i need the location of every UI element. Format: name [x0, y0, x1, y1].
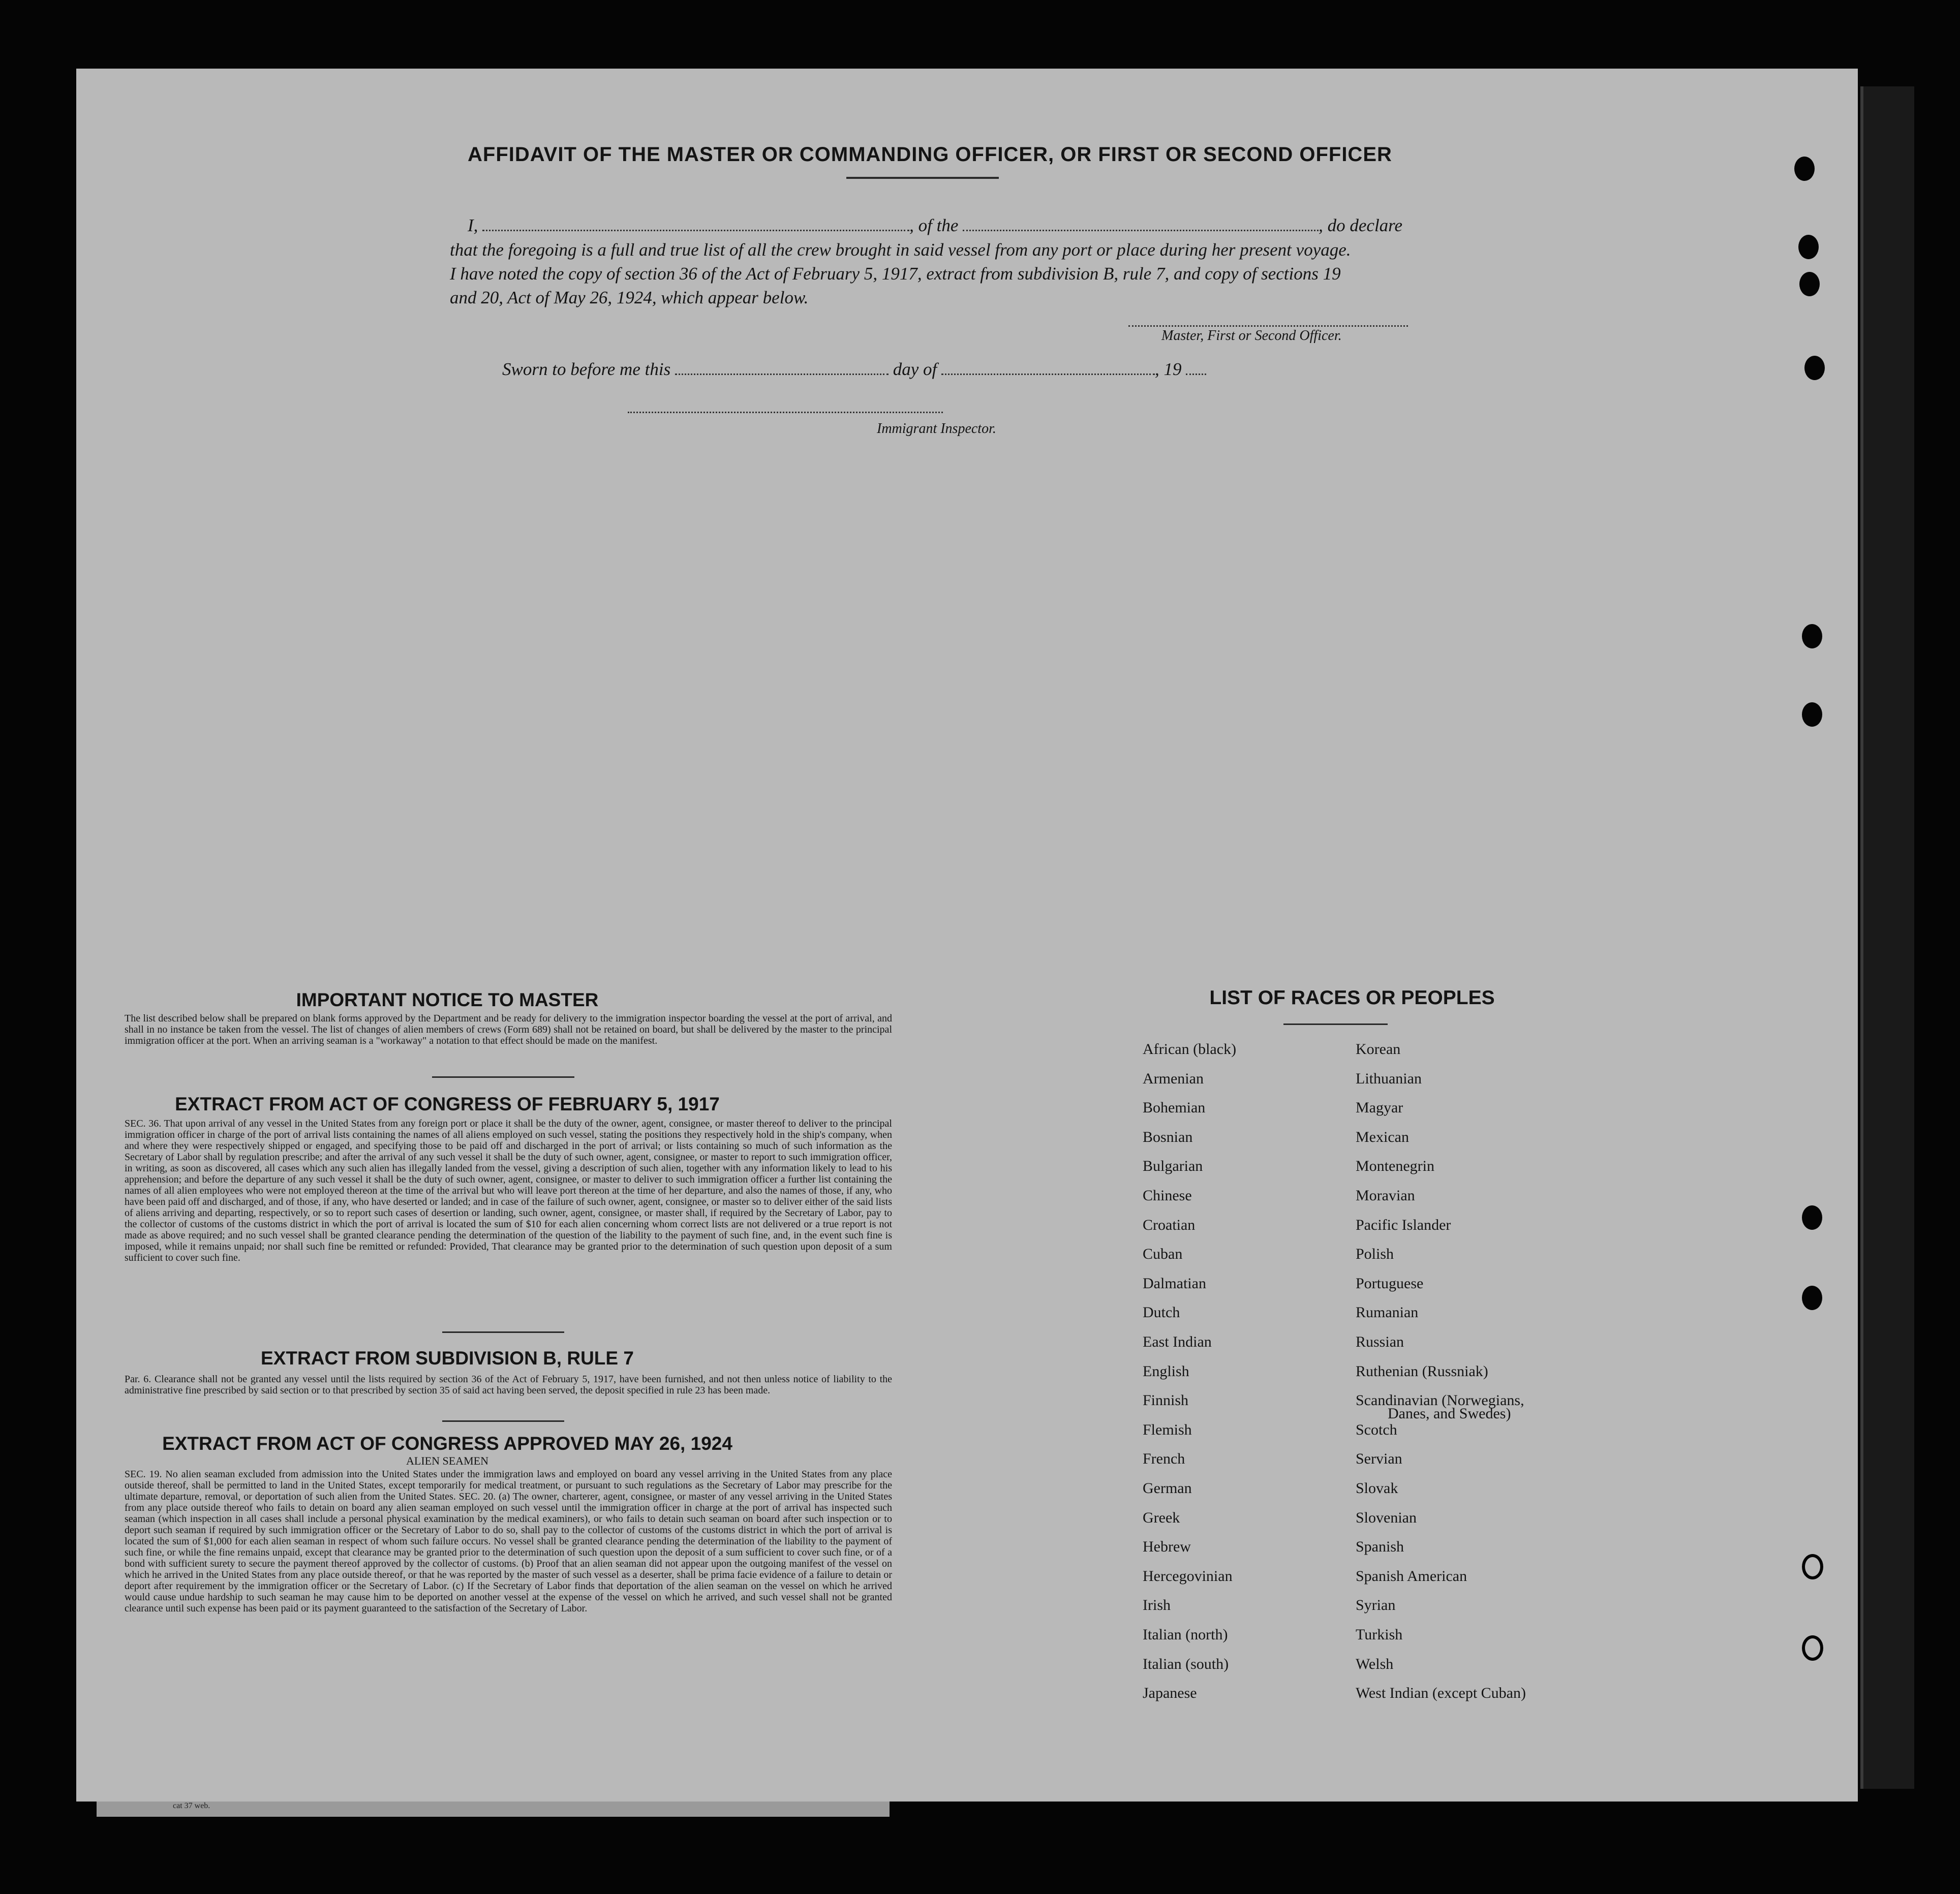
race-item: Italian (north): [1143, 1626, 1228, 1643]
notice-text: The list described below shall be prepared on blank forms approved by the Department and be ready for delivery to the immigration inspector boarding the vessel at the port of arrival, and shall in no instance be taken from the vessel. The list of changes of alien members of crews (Form 689) shall not be retained on board, but shall be delivered by the master to the principal immigration officer at the port. When an arriving seaman is a "workaway" a notation to that effect should be made on the manifest.: [125, 1013, 892, 1046]
race-item: Flemish: [1143, 1421, 1192, 1438]
affidavit-line-3: I have noted the copy of section 36 of the Act of February 5, 1917, extract from subdivision B, rule 7, and copy of sections 19: [450, 264, 1341, 284]
race-item: African (black): [1143, 1041, 1237, 1058]
race-item: English: [1143, 1362, 1189, 1380]
sworn-c: , 19: [1154, 359, 1182, 379]
race-item: French: [1143, 1450, 1185, 1468]
affidavit-line-2: that the foregoing is a full and true list of all the crew brought in said vessel from any port or place during her present voyage.: [450, 240, 1351, 260]
binding-strip: [1860, 86, 1914, 1789]
inspector-signature-label: Immigrant Inspector.: [877, 421, 996, 437]
binder-hole: [1794, 157, 1815, 181]
race-item: Syrian: [1356, 1597, 1396, 1614]
race-item: Welsh: [1356, 1655, 1394, 1672]
race-item: Armenian: [1143, 1070, 1204, 1087]
binder-hole: [1802, 1286, 1822, 1310]
race-item: Spanish American: [1356, 1567, 1467, 1585]
affidavit-line-1c: , do declare: [1319, 215, 1403, 235]
race-item: Scotch: [1356, 1421, 1397, 1438]
affidavit-line-1: [468, 213, 1449, 237]
races-title: LIST OF RACES OR PEOPLES: [1209, 987, 1495, 1009]
race-item: Montenegrin: [1356, 1158, 1434, 1175]
race-item: Slovak: [1356, 1480, 1398, 1497]
race-item: Polish: [1356, 1246, 1394, 1263]
race-item: Dutch: [1143, 1304, 1180, 1321]
affidavit-line-1a: I,: [468, 215, 478, 235]
month-blank[interactable]: [941, 374, 1155, 375]
vessel-blank[interactable]: [963, 230, 1319, 231]
race-item: Moravian: [1356, 1187, 1415, 1204]
extract-1924-text: SEC. 19. No alien seaman excluded from admission into the United States under the immigration laws and employed on board any vessel arriving in the United States from any place outside thereof, shall be permitted to land in the United States, except temporarily for medical treatment, or pursuant to such regulations as the Secretary of Labor may prescribe for the ultimate departure, removal, or deportation of such alien from the United States. SEC. 20. (a) The owner, charterer, agent, consignee, or master of any vessel arriving in the United States from any place outside thereof who fails to detain on board any alien seaman employed on such vessel until the immigration officer in charge at the port of arrival has inspected such seaman (which inspection in all cases shall include a personal physical examination by the medical examiners), or who fails to detain such seaman on board after such inspection or to deport such seaman if required by such immigration officer or the Secretary of Labor to do so, shall pay to the collector of customs of the customs district in which the port of arrival is located the sum of $1,000 for each alien seaman in respect of whom such failure occurs. No vessel shall be granted clearance pending the determination of the liability to the payment of such fine, or while the fine remains unpaid, except that clearance may be granted prior to the determination of such question upon the deposit of a sum sufficient to cover such fine, or of a bond with sufficient surety to secure the payment thereof approved by the collector of customs. (b) Proof that an alien seaman did not appear upon the outgoing manifest of the vessel on which he arrived in the United States from any place outside thereof, or that he was reported by the master of such vessel as a deserter, shall be prima facie evidence of a failure to detain or deport after requirement by the immigration officer or the Secretary of Labor. (c) If the Secretary of Labor finds that deportation of the alien seaman on the vessel on which he arrived would cause undue hardship to such seaman he may cause him to be deported on another vessel at the expense of the vessel on which he arrived, and such vessel shall not be granted clearance until such expense has been paid or its payment guaranteed to the satisfaction of the Secretary of Labor.: [125, 1469, 892, 1614]
binder-hole: [1799, 272, 1820, 296]
binder-hole: [1802, 624, 1822, 648]
race-item: Lithuanian: [1356, 1070, 1422, 1087]
race-item: Croatian: [1143, 1216, 1196, 1233]
race-item: Magyar: [1356, 1099, 1403, 1116]
binder-hole: [1804, 356, 1825, 380]
extract-rule7-text: Par. 6. Clearance shall not be granted any vessel until the lists required by section 36 of the Act of February 5, 1917, have been furnished, and not then unless notice of liability to the administrative fine prescribed by said section or to that prescribed by section 35 of said act having been served, the deposit specified in rule 23 has been made.: [125, 1374, 892, 1396]
extract-1917-rule: [442, 1331, 564, 1333]
binder-hole: [1802, 702, 1822, 727]
race-item: Bosnian: [1143, 1128, 1193, 1145]
race-item: Slovenian: [1356, 1509, 1417, 1526]
extract-rule7-title: EXTRACT FROM SUBDIVISION B, RULE 7: [261, 1348, 634, 1369]
affidavit-title: AFFIDAVIT OF THE MASTER OR COMMANDING OFFICER, OR FIRST OR SECOND OFFICER: [468, 143, 1392, 166]
race-item: Japanese: [1143, 1685, 1197, 1702]
master-signature-label: Master, First or Second Officer.: [1161, 328, 1342, 344]
form-note: cat 37 web.: [173, 1802, 210, 1810]
binder-hole: [1798, 235, 1819, 259]
binder-hole: [1802, 1554, 1823, 1579]
page-fold: [97, 1802, 890, 1817]
extract-1924-subtitle: ALIEN SEAMEN: [406, 1454, 488, 1467]
race-item: Rumanian: [1356, 1304, 1419, 1321]
races-rule: [1283, 1023, 1388, 1025]
sworn-a: Sworn to before me this: [502, 359, 671, 379]
sworn-line: [502, 357, 1315, 381]
race-item: Korean: [1356, 1041, 1401, 1058]
affidavit-line-1b: , of the: [909, 215, 959, 235]
year-blank[interactable]: [1186, 374, 1206, 375]
race-item: Hercegovinian: [1143, 1567, 1233, 1585]
notice-title: IMPORTANT NOTICE TO MASTER: [296, 989, 599, 1010]
race-item: Finnish: [1143, 1392, 1189, 1409]
race-item: Dalmatian: [1143, 1275, 1206, 1292]
extract-1924-title: EXTRACT FROM ACT OF CONGRESS APPROVED MAY 26, 1924: [162, 1433, 732, 1454]
binder-hole: [1802, 1635, 1823, 1661]
extract-rule7-rule: [442, 1420, 564, 1422]
race-item: Pacific Islander: [1356, 1216, 1451, 1233]
race-item: Chinese: [1143, 1187, 1192, 1204]
race-item: Bohemian: [1143, 1099, 1206, 1116]
race-item: East Indian: [1143, 1333, 1212, 1350]
notice-rule: [432, 1076, 574, 1078]
master-signature-line: [1128, 325, 1408, 327]
race-item: Turkish: [1356, 1626, 1403, 1643]
race-item: Cuban: [1143, 1246, 1183, 1263]
race-item: Spanish: [1356, 1538, 1404, 1556]
race-item: Mexican: [1356, 1128, 1409, 1145]
race-item: Russian: [1356, 1333, 1404, 1350]
binder-hole: [1802, 1205, 1822, 1230]
race-item: Greek: [1143, 1509, 1180, 1526]
name-blank[interactable]: [482, 230, 909, 231]
race-item: German: [1143, 1480, 1192, 1497]
race-item: Scandinavian (Norwegians,: [1356, 1392, 1524, 1409]
sworn-b: day of: [893, 359, 937, 379]
affidavit-line-4: and 20, Act of May 26, 1924, which appear below.: [450, 288, 809, 307]
race-item: Ruthenian (Russniak): [1356, 1362, 1488, 1380]
race-item: Irish: [1143, 1597, 1171, 1614]
race-item: Italian (south): [1143, 1655, 1229, 1672]
race-item: Hebrew: [1143, 1538, 1191, 1556]
title-rule: [846, 177, 999, 179]
day-blank[interactable]: [675, 374, 889, 375]
race-item: Bulgarian: [1143, 1158, 1203, 1175]
inspector-signature-line: [628, 412, 943, 413]
race-item-continuation: Danes, and Swedes): [1388, 1405, 1511, 1422]
extract-1917-text: SEC. 36. That upon arrival of any vessel in the United States from any foreign port or place it shall be the duty of the owner, agent, consignee, or master thereof to deliver to the principal immigration officer in charge of the port of arrival lists containing the names of all aliens employed on such vessel, stating the positions they respectively hold in the ship's company, when and where they were respectively shipped or engaged, and specifying those to be paid off and discharged in the port of arrival; or lists containing so much of such information as the Secretary of Labor shall by regulation prescribe; and after the arrival of any such vessel it shall be the duty of such owner, agent, consignee, or master to report to such immigration officer, in writing, as soon as discovered, all cases which any such alien has illegally landed from the vessel, giving a description of such alien, together with any information likely to lead to his apprehension; and before the departure of any such vessel it shall be the duty of such owner, agent, consignee, or master to deliver to such immigration officer a further list containing the names of all alien employees who were not employed thereon at the time of the arrival but who will leave port thereon at the time of her departure, and also the names of those, if any, who have been paid off and discharged, and of those, if any, who have deserted or landed; and in case of the failure of such owner, agent, consignee, or master so to deliver either of the said lists of aliens arriving and departing, respectively, or so to report such cases of desertion or landing, such owner, agent, consignee, or master shall, if required by the Secretary of Labor, pay to the collector of customs of the customs district in which the port of arrival is located the sum of $10 for each alien concerning whom correct lists are not delivered or a true report is not made as above required; and no such vessel shall be granted clearance pending the determination of the question of the liability to the payment of such fine, and, in the event such fine is imposed, while it remains unpaid; nor shall such fine be remitted or refunded: Provided, That clearance may be granted prior to the determination of such question upon deposit of a sum sufficient to cover such fine.: [125, 1118, 892, 1263]
race-item: Servian: [1356, 1450, 1402, 1468]
race-item: West Indian (except Cuban): [1356, 1685, 1526, 1702]
race-item: Portuguese: [1356, 1275, 1424, 1292]
extract-1917-title: EXTRACT FROM ACT OF CONGRESS OF FEBRUARY 5, 1917: [175, 1094, 720, 1114]
